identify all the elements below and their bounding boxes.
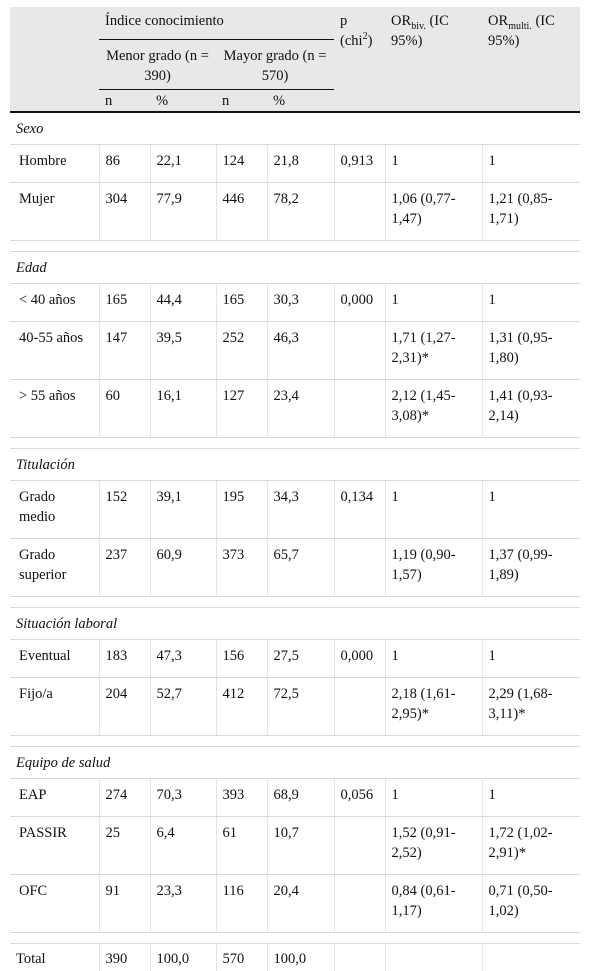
results-table xyxy=(10,7,580,971)
cell-or-biv: 1 xyxy=(385,640,482,678)
pct1-header: % xyxy=(150,90,216,113)
row-label: > 55 años xyxy=(10,380,99,438)
cell-pct-menor: 52,7 xyxy=(150,678,216,736)
cell-pct-mayor: 10,7 xyxy=(267,817,334,875)
table-row xyxy=(10,322,580,380)
cell-p-value xyxy=(334,678,385,736)
cell-p-value xyxy=(334,875,385,933)
cell-n-menor: 237 xyxy=(99,539,150,597)
section-spacer xyxy=(10,597,580,608)
cell-or-biv: 1 xyxy=(385,481,482,539)
section-spacer xyxy=(10,736,580,747)
cell-or-biv: 1,06 (0,77-1,47) xyxy=(385,183,482,241)
cell-pct-menor: 6,4 xyxy=(150,817,216,875)
mayor-grado-header: Mayor grado (n = 570) xyxy=(224,48,327,84)
cell-n-mayor: 195 xyxy=(216,481,267,539)
row-label: < 40 años xyxy=(10,284,99,322)
cell-p-value xyxy=(334,817,385,875)
cell-p-value xyxy=(334,380,385,438)
menor-grado-header: Menor grado (n = 390) xyxy=(106,48,209,84)
cell-or-biv: 1,19 (0,90-1,57) xyxy=(385,539,482,597)
section-title: Titulación xyxy=(10,449,580,481)
section-title: Situación laboral xyxy=(10,608,580,640)
or-multi-header: $OR_{multi.}$ (IC 95%) xyxy=(482,7,580,90)
total-n-menor: 390 xyxy=(99,944,150,971)
cell-n-mayor: 412 xyxy=(216,678,267,736)
cell-pct-mayor: 21,8 xyxy=(267,145,334,183)
cell-or-biv: 2,12 (1,45-3,08)* xyxy=(385,380,482,438)
cell-pct-menor: 77,9 xyxy=(150,183,216,241)
table-header xyxy=(10,7,580,112)
table-row xyxy=(10,539,580,597)
row-label: Mujer xyxy=(10,183,99,241)
cell-or-multi: 1,31 (0,95-1,80) xyxy=(482,322,580,380)
cell-n-menor: 60 xyxy=(99,380,150,438)
cell-p-value xyxy=(334,322,385,380)
cell-or-multi: 1,72 (1,02-2,91)* xyxy=(482,817,580,875)
total-label: Total xyxy=(10,944,99,971)
cell-n-menor: 183 xyxy=(99,640,150,678)
section-header xyxy=(10,608,580,640)
row-label: PASSIR xyxy=(10,817,99,875)
cell-pct-mayor: 23,4 xyxy=(267,380,334,438)
cell-n-mayor: 124 xyxy=(216,145,267,183)
row-label: Hombre xyxy=(10,145,99,183)
cell-n-menor: 304 xyxy=(99,183,150,241)
cell-pct-menor: 16,1 xyxy=(150,380,216,438)
total-pct-menor: 100,0 xyxy=(150,944,216,971)
cell-pct-menor: 23,3 xyxy=(150,875,216,933)
cell-p-value: 0,000 xyxy=(334,284,385,322)
or-biv-header: $OR_{biv.}$ (IC 95%) xyxy=(385,7,482,90)
cell-pct-mayor: 68,9 xyxy=(267,779,334,817)
cell-pct-menor: 39,5 xyxy=(150,322,216,380)
cell-or-biv: 0,84 (0,61-1,17) xyxy=(385,875,482,933)
cell-or-multi: 1 xyxy=(482,145,580,183)
row-label: Fijo/a xyxy=(10,678,99,736)
row-label: 40-55 años xyxy=(10,322,99,380)
cell-pct-mayor: 27,5 xyxy=(267,640,334,678)
cell-pct-mayor: 34,3 xyxy=(267,481,334,539)
row-label: Eventual xyxy=(10,640,99,678)
cell-n-mayor: 252 xyxy=(216,322,267,380)
cell-pct-menor: 60,9 xyxy=(150,539,216,597)
cell-p-value xyxy=(334,183,385,241)
section-spacer xyxy=(10,438,580,449)
cell-or-multi: 1,37 (0,99-1,89) xyxy=(482,539,580,597)
cell-or-multi: 2,29 (1,68-3,11)* xyxy=(482,678,580,736)
cell-or-biv: 1,52 (0,91-2,52) xyxy=(385,817,482,875)
row-label: Grado medio xyxy=(10,481,99,539)
group-header: Índice conocimiento xyxy=(105,13,224,29)
cell-pct-mayor: 72,5 xyxy=(267,678,334,736)
cell-or-biv: 1 xyxy=(385,284,482,322)
cell-or-biv: 1 xyxy=(385,145,482,183)
cell-or-biv: 2,18 (1,61-2,95)* xyxy=(385,678,482,736)
section-header xyxy=(10,747,580,779)
section-title: Sexo xyxy=(10,112,580,145)
cell-or-multi: 1,21 (0,85-1,71) xyxy=(482,183,580,241)
table-body xyxy=(10,112,580,971)
cell-pct-mayor: 65,7 xyxy=(267,539,334,597)
section-header xyxy=(10,112,580,145)
table-row xyxy=(10,678,580,736)
cell-n-mayor: 165 xyxy=(216,284,267,322)
table-row xyxy=(10,481,580,539)
table-row xyxy=(10,183,580,241)
pct2-header: % xyxy=(267,90,334,113)
cell-n-menor: 274 xyxy=(99,779,150,817)
p-header: p (chi$^2$) xyxy=(334,7,385,90)
row-label: Grado superior xyxy=(10,539,99,597)
cell-n-menor: 204 xyxy=(99,678,150,736)
cell-or-biv: 1,71 (1,27-2,31)* xyxy=(385,322,482,380)
cell-pct-mayor: 78,2 xyxy=(267,183,334,241)
cell-n-menor: 165 xyxy=(99,284,150,322)
cell-n-menor: 152 xyxy=(99,481,150,539)
cell-n-menor: 91 xyxy=(99,875,150,933)
table-row xyxy=(10,817,580,875)
section-spacer xyxy=(10,241,580,252)
table-row xyxy=(10,284,580,322)
cell-or-multi: 1 xyxy=(482,481,580,539)
cell-pct-mayor: 46,3 xyxy=(267,322,334,380)
section-title: Edad xyxy=(10,252,580,284)
cell-or-multi: 1 xyxy=(482,640,580,678)
section-header xyxy=(10,449,580,481)
table-row xyxy=(10,875,580,933)
cell-n-mayor: 446 xyxy=(216,183,267,241)
cell-pct-menor: 47,3 xyxy=(150,640,216,678)
n2-header: n xyxy=(216,90,267,113)
cell-p-value: 0,000 xyxy=(334,640,385,678)
table-row xyxy=(10,640,580,678)
cell-n-mayor: 393 xyxy=(216,779,267,817)
cell-n-menor: 25 xyxy=(99,817,150,875)
cell-pct-mayor: 30,3 xyxy=(267,284,334,322)
cell-or-multi: 1 xyxy=(482,284,580,322)
cell-pct-menor: 22,1 xyxy=(150,145,216,183)
total-pct-mayor: 100,0 xyxy=(267,944,334,971)
row-label: OFC xyxy=(10,875,99,933)
cell-n-mayor: 61 xyxy=(216,817,267,875)
total-n-mayor: 570 xyxy=(216,944,267,971)
table-row xyxy=(10,779,580,817)
cell-n-menor: 147 xyxy=(99,322,150,380)
cell-or-biv: 1 xyxy=(385,779,482,817)
cell-or-multi: 1 xyxy=(482,779,580,817)
section-header xyxy=(10,252,580,284)
section-spacer xyxy=(10,933,580,944)
cell-or-multi: 1,41 (0,93-2,14) xyxy=(482,380,580,438)
cell-pct-menor: 44,4 xyxy=(150,284,216,322)
cell-n-mayor: 127 xyxy=(216,380,267,438)
total-row xyxy=(10,944,580,971)
cell-p-value: 0,056 xyxy=(334,779,385,817)
cell-or-multi: 0,71 (0,50-1,02) xyxy=(482,875,580,933)
row-label: EAP xyxy=(10,779,99,817)
table-row xyxy=(10,380,580,438)
n1-header: n xyxy=(99,90,150,113)
section-title: Equipo de salud xyxy=(10,747,580,779)
cell-pct-menor: 70,3 xyxy=(150,779,216,817)
cell-n-mayor: 373 xyxy=(216,539,267,597)
cell-p-value: 0,134 xyxy=(334,481,385,539)
table-row xyxy=(10,145,580,183)
cell-p-value xyxy=(334,539,385,597)
cell-n-menor: 86 xyxy=(99,145,150,183)
cell-n-mayor: 156 xyxy=(216,640,267,678)
cell-pct-mayor: 20,4 xyxy=(267,875,334,933)
cell-p-value: 0,913 xyxy=(334,145,385,183)
cell-pct-menor: 39,1 xyxy=(150,481,216,539)
cell-n-mayor: 116 xyxy=(216,875,267,933)
